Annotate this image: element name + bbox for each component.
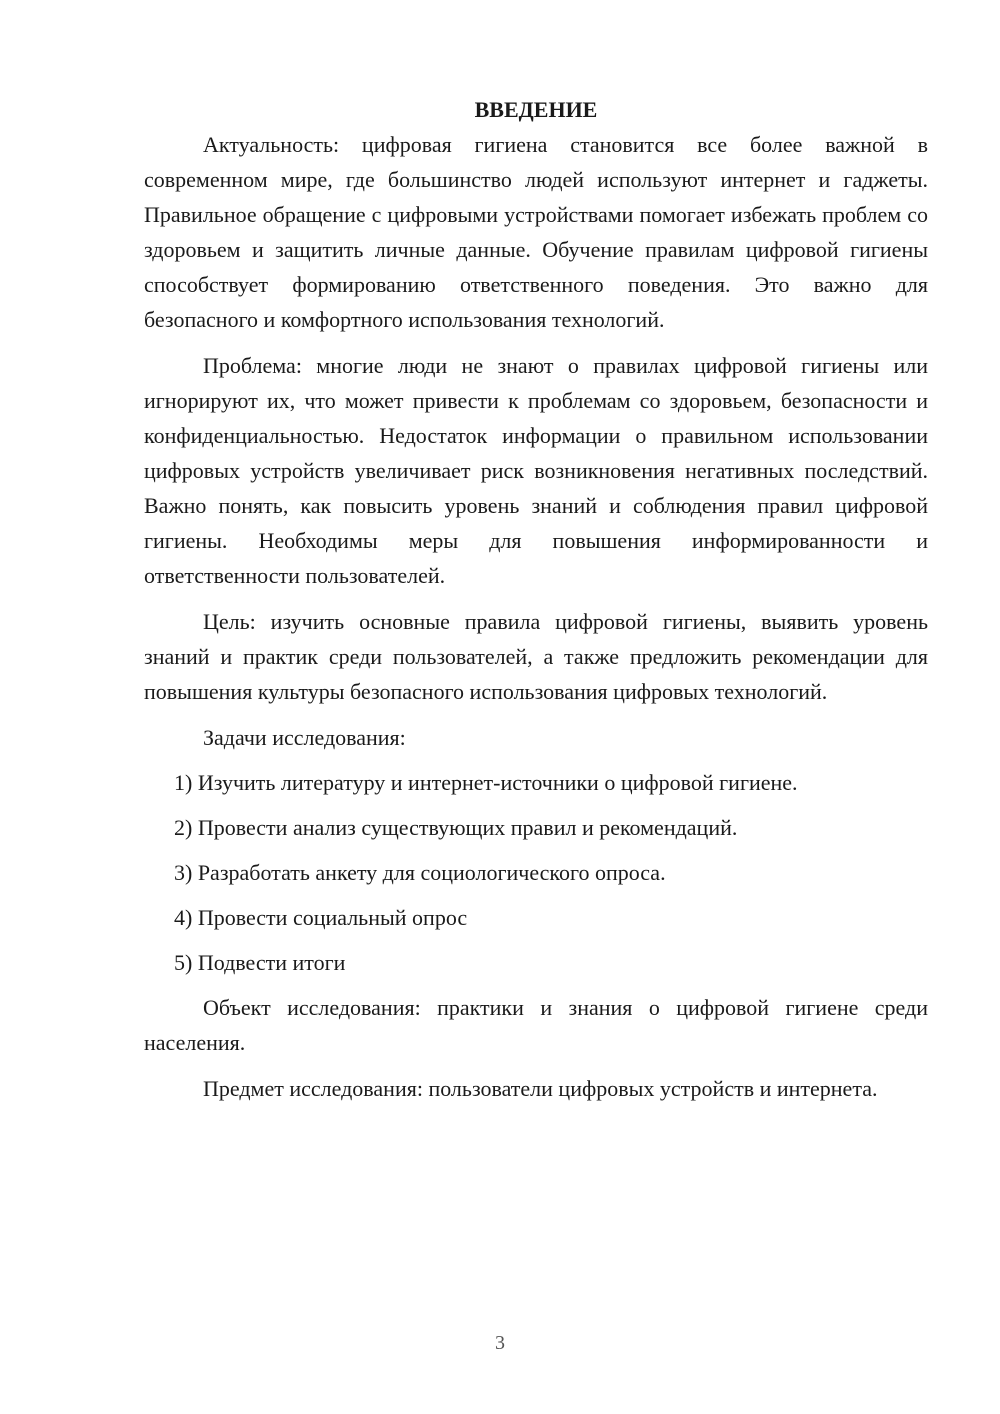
tasks-list	[144, 765, 928, 980]
subject-paragraph: Предмет исследования: пользователи цифровых устройств и интернета.	[203, 1076, 878, 1101]
section-title: ВВЕДЕНИЕ	[474, 97, 598, 122]
object-paragraph: Объект исследования: практики и знания о цифровой гигиене среди населения.	[144, 995, 928, 1055]
list-item: 1) Изучить литературу и интернет-источники о цифровой гигиене.	[174, 770, 798, 795]
relevance-paragraph: Актуальность: цифровая гигиена становится все более важной в современном мире, где большинство людей используют интернет и гаджеты. Правильное обращение с цифровыми устройствами помогает избежать проблем со здоровьем и защитить личные данные. Обучение правилам цифровой гигиены способствует формированию ответственного поведения. Это важно для безопасного и комфортного использования технологий.	[144, 132, 928, 332]
page-number: 3	[495, 1332, 505, 1354]
problem-paragraph: Проблема: многие люди не знают о правилах цифровой гигиены или игнорируют их, что может привести к проблемам со здоровьем, безопасности и конфиденциальностью. Недостаток информации о правильном использовании цифровых устройств увеличивает риск возникновения негативных последствий. Важно понять, как повысить уровень знаний и соблюдения правил цифровой гигиены. Необходимы меры для повышения информированности и ответственности пользователей.	[144, 353, 928, 588]
list-item: 4) Провести социальный опрос	[174, 905, 468, 930]
goal-paragraph: Цель: изучить основные правила цифровой гигиены, выявить уровень знаний и практик среди пользователей, а также предложить рекомендации для повышения культуры безопасного использования цифровых технологий.	[144, 609, 928, 704]
list-item: 5) Подвести итоги	[174, 950, 346, 975]
list-item: 3) Разработать анкету для социологического опроса.	[174, 860, 666, 885]
list-item: 2) Провести анализ существующих правил и рекомендаций.	[174, 815, 738, 840]
document-page	[144, 92, 928, 1117]
tasks-heading: Задачи исследования:	[203, 725, 406, 750]
